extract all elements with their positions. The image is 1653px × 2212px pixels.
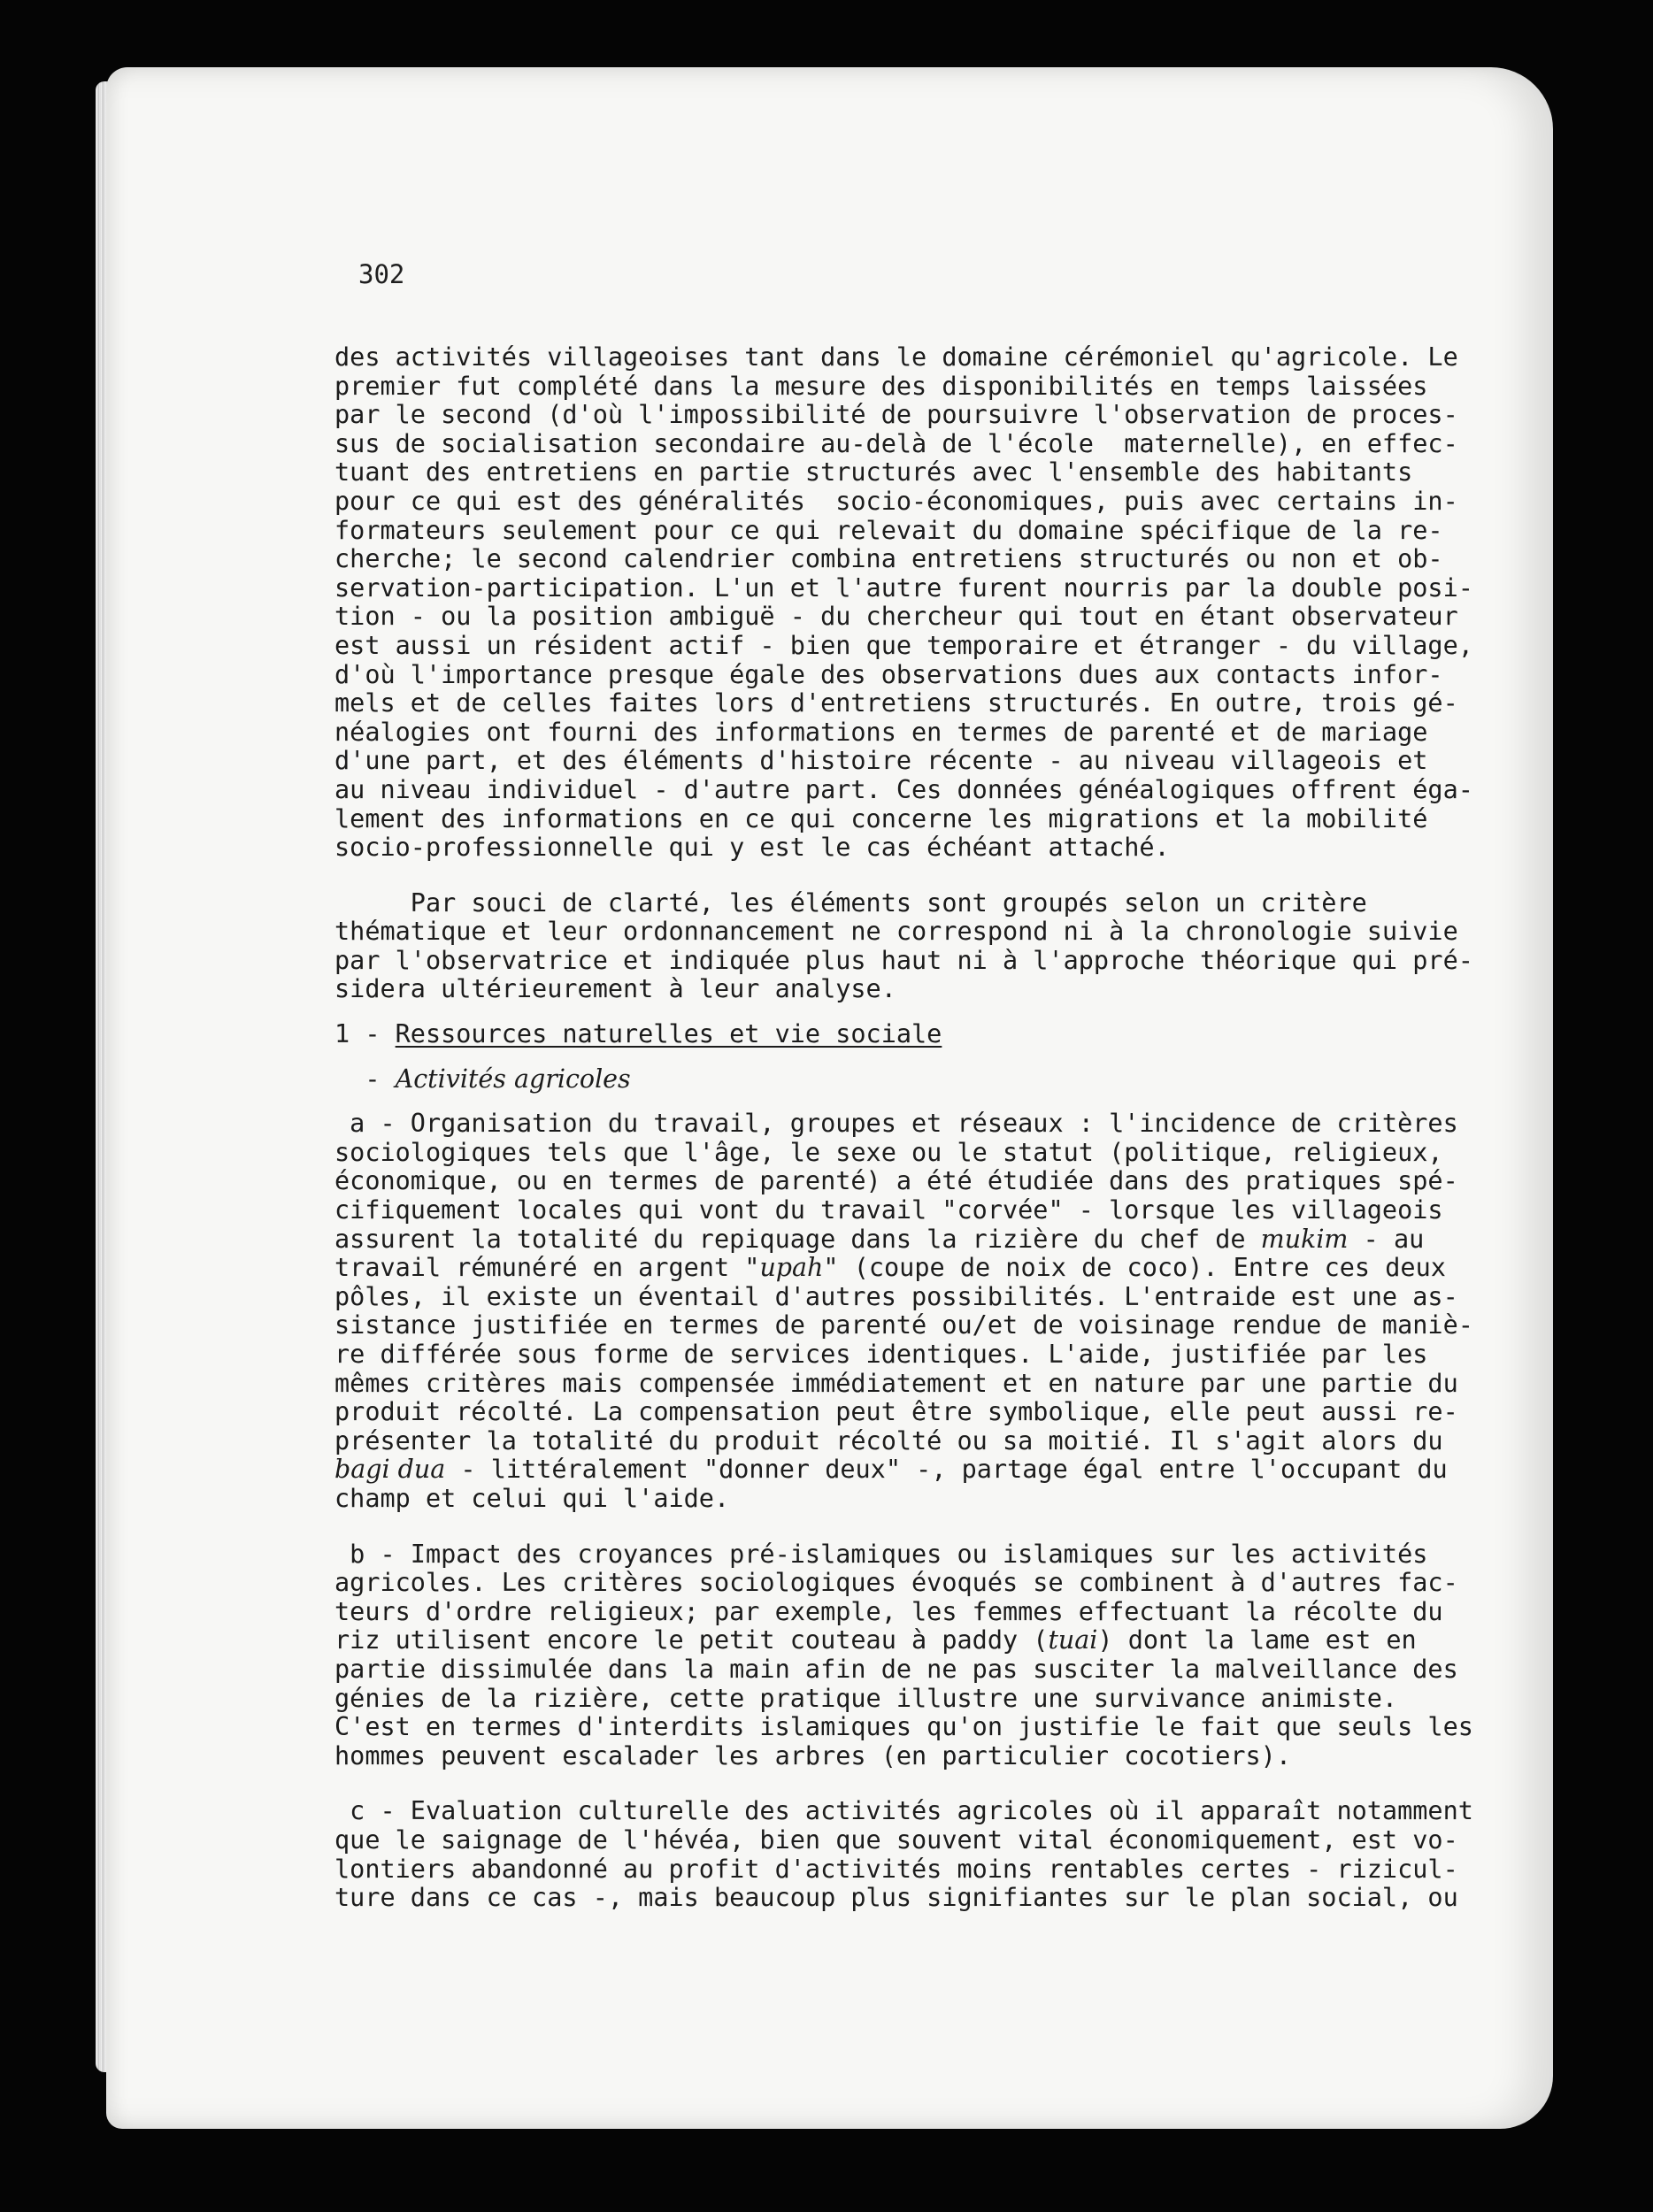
- paragraph-c-evaluation: [334, 1796, 1473, 1913]
- text-run: - au: [1348, 1224, 1425, 1254]
- text-line: c - Evaluation culturelle des activités agricoles où il apparaît notamment: [334, 1796, 1473, 1826]
- paragraph-clarity: [334, 887, 1473, 1004]
- text-line: néalogies ont fourni des informations en termes de parenté et de mariage: [334, 717, 1428, 747]
- text-line: champ et celui qui l'aide.: [334, 1483, 730, 1513]
- subsection-prefix: -: [334, 1064, 396, 1094]
- text-line: pour ce qui est des généralités socio-économiques, puis avec certains in-: [334, 486, 1458, 516]
- text-line: [334, 1253, 1446, 1283]
- text-line: d'une part, et des éléments d'histoire récente - au niveau villageois et: [334, 746, 1428, 776]
- text-line: sociologiques tels que l'âge, le sexe ou le statut (politique, religieux,: [334, 1137, 1443, 1167]
- text-line: C'est en termes d'interdits islamiques qu'on justifie le fait que seuls les: [334, 1712, 1473, 1742]
- text-line: agricoles. Les critères sociologiques évoqués se combinent à d'autres fac-: [334, 1568, 1458, 1598]
- text-line: socio-professionnelle qui y est le cas échéant attaché.: [334, 833, 1170, 863]
- text-line: que le saignage de l'hévéa, bien que souvent vital économiquement, est vo-: [334, 1824, 1458, 1855]
- text-line: par l'observatrice et indiquée plus haut ni à l'approche théorique qui pré-: [334, 945, 1473, 975]
- text-line: génies de la rizière, cette pratique illustre une survivance animiste.: [334, 1683, 1398, 1713]
- text-line: servation-participation. L'un et l'autre furent nourris par la double posi-: [334, 572, 1473, 603]
- text-line: [334, 1225, 1427, 1255]
- text-line: a - Organisation du travail, groupes et réseaux : l'incidence de critères: [334, 1109, 1458, 1139]
- paragraph-gap: [334, 1514, 1427, 1540]
- text-line: tuant des entretiens en partie structurés avec l'ensemble des habitants: [334, 457, 1413, 488]
- section-number: 1 -: [334, 1019, 396, 1049]
- text-line: premier fut complété dans la mesure des disponibilités en temps laissées: [334, 371, 1428, 401]
- text-line: sus de socialisation secondaire au-delà de l'école maternelle), en effec-: [334, 428, 1458, 458]
- paragraph-gap: [334, 1770, 1427, 1797]
- text-line: d'où l'importance presque égale des observations dues aux contacts infor-: [334, 659, 1443, 689]
- text-line: au niveau individuel - d'autre part. Ces données généalogiques offrent éga-: [334, 774, 1473, 804]
- text-line: ture dans ce cas -, mais beaucoup plus signifiantes sur le plan social, ou: [334, 1883, 1458, 1913]
- text-run: assurent la totalité du repiquage dans la rizière du chef de: [334, 1224, 1261, 1254]
- italic-term: tuai: [1048, 1625, 1098, 1655]
- text-line: [334, 1455, 1448, 1485]
- text-line: pôles, il existe un éventail d'autres possibilités. L'entraide est une as-: [334, 1281, 1458, 1311]
- paragraph-b-croyances: [334, 1539, 1473, 1771]
- section-heading: [334, 1020, 1427, 1049]
- italic-term: bagi dua: [334, 1455, 446, 1485]
- text-run: riz utilisent encore le petit couteau à paddy (: [334, 1625, 1049, 1655]
- paragraph-methodology: [334, 342, 1473, 863]
- text-line: présenter la totalité du produit récolté ou sa moitié. Il s'agit alors du: [334, 1425, 1443, 1455]
- text-line: des activités villageoises tant dans le domaine cérémoniel qu'agricole. Le: [334, 342, 1458, 372]
- text-line: hommes peuvent escalader les arbres (en particulier cocotiers).: [334, 1740, 1291, 1770]
- text-line: économique, ou en termes de parenté) a été étudiée dans des pratiques spé-: [334, 1166, 1458, 1196]
- text-line: Par souci de clarté, les éléments sont groupés selon un critère: [334, 887, 1367, 918]
- text-line: b - Impact des croyances pré-islamiques ou islamiques sur les activités: [334, 1539, 1428, 1569]
- text-run: " (coupe de noix de coco). Entre ces deux: [823, 1253, 1446, 1283]
- text-line: produit récolté. La compensation peut être symbolique, elle peut aussi re-: [334, 1397, 1458, 1427]
- text-line: sidera ultérieurement à leur analyse.: [334, 974, 896, 1004]
- paragraph-gap: [334, 1004, 1427, 1020]
- text-line: tion - ou la position ambiguë - du chercheur qui tout en étant observateur: [334, 602, 1458, 632]
- page-number: 302: [358, 259, 405, 289]
- text-line: lontiers abandonné au profit d'activités moins rentables certes - rizicul-: [334, 1854, 1458, 1884]
- text-run: travail rémunéré en argent ": [334, 1253, 760, 1283]
- subsection-title: Activités agricoles: [395, 1064, 631, 1094]
- text-line: [334, 1626, 1427, 1655]
- paragraph-gap: [334, 1049, 1427, 1065]
- text-run: ) dont la lame est en: [1097, 1625, 1417, 1655]
- text-line: cifiquement locales qui vont du travail "corvée" - lorsque les villageois: [334, 1195, 1443, 1225]
- text-line: est aussi un résident actif - bien que temporaire et étranger - du village,: [334, 630, 1473, 660]
- text-run: - littéralement "donner deux" -, partage égal entre l'occupant du: [445, 1455, 1448, 1485]
- text-line: formateurs seulement pour ce qui relevait du domaine spécifique de la re-: [334, 515, 1443, 545]
- italic-term: upah: [759, 1253, 824, 1283]
- paragraph-gap: [334, 863, 1427, 889]
- text-line: sistance justifiée en termes de parenté ou/et de voisinage rendue de maniè-: [334, 1310, 1473, 1340]
- text-line: thématique et leur ordonnancement ne correspond ni à la chronologie suivie: [334, 917, 1458, 947]
- text-line: mels et de celles faites lors d'entretiens structurés. En outre, trois gé-: [334, 688, 1458, 718]
- body-text: [334, 342, 1473, 1913]
- section-title: Ressources naturelles et vie sociale: [395, 1019, 942, 1049]
- paragraph-a-organisation: [334, 1109, 1473, 1513]
- text-line: par le second (d'où l'impossibilité de poursuivre l'observation de proces-: [334, 400, 1458, 430]
- text-line: lement des informations en ce qui concerne les migrations et la mobilité: [334, 803, 1428, 833]
- paragraph-gap: [334, 1094, 1427, 1110]
- text-line: re différée sous forme de services identiques. L'aide, justifiée par les: [334, 1340, 1428, 1369]
- subsection-heading: [334, 1065, 1427, 1094]
- text-line: partie dissimulée dans la main afin de ne pas susciter la malveillance des: [334, 1654, 1458, 1684]
- text-line: cherche; le second calendrier combina entretiens structurés ou non et ob-: [334, 544, 1443, 574]
- text-line: mêmes critères mais compensée immédiatement et en nature par une partie du: [334, 1368, 1458, 1398]
- italic-term: mukim: [1260, 1224, 1349, 1254]
- text-line: teurs d'ordre religieux; par exemple, les femmes effectuant la récolte du: [334, 1596, 1443, 1626]
